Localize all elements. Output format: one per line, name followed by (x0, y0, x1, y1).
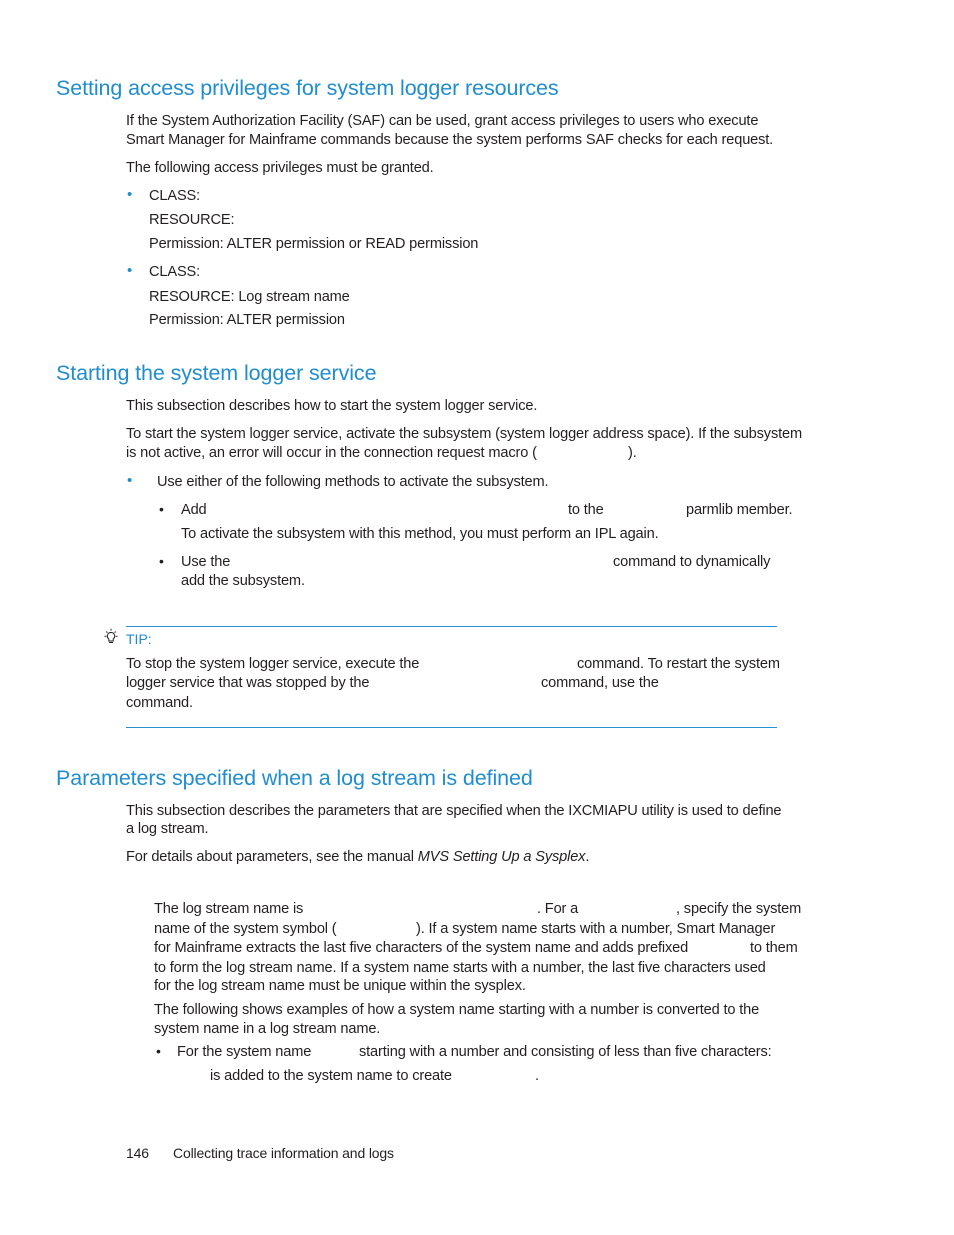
list-item-permission: Permission: ALTER permission or READ permission (149, 236, 479, 252)
body-text: . For a (537, 901, 579, 917)
body-text: The following shows examples of how a system name starting with a number is converted to the (154, 1002, 760, 1018)
list-item-permission: Permission: ALTER permission (149, 312, 345, 328)
tip-text: logger service that was stopped by the (126, 675, 370, 691)
body-text: to them (750, 940, 798, 956)
body-text: For details about parameters, see the manual MVS Setting Up a Sysplex. (126, 849, 590, 865)
manual-title: MVS Setting Up a Sysplex (417, 849, 586, 865)
body-text: for Mainframe extracts the last five characters of the system name and adds prefixed (154, 940, 689, 956)
body-text: , specify the system (676, 901, 802, 917)
list-item: Add (181, 502, 207, 518)
list-item: parmlib member. (686, 502, 793, 518)
tip-text: command. (126, 695, 193, 711)
list-item: For the system name (177, 1044, 312, 1060)
list-item: Use either of the following methods to activate the subsystem. (157, 474, 549, 490)
body-text: ). If a system name starts with a number, Smart Manager (416, 921, 776, 937)
list-item: to the (568, 502, 604, 518)
body-text: To start the system logger service, activate the subsystem (system logger address space). If the subsystem (126, 426, 802, 442)
list-item: starting with a number and consisting of less than five characters: (359, 1044, 772, 1060)
body-text: This subsection describes the parameters that are specified when the IXCMIAPU utility is used to define (126, 803, 782, 819)
list-item: . (535, 1068, 539, 1084)
list-item-resource: RESOURCE: Log stream name (149, 289, 350, 305)
tip-top-rule (126, 626, 777, 627)
tip-bottom-rule (126, 727, 777, 728)
body-text: a log stream. (126, 821, 209, 837)
list-item: Use the (181, 554, 231, 570)
body-text: This subsection describes how to start the system logger service. (126, 398, 538, 414)
body-text: name of the system symbol ( (154, 921, 337, 937)
section-heading-starting-logger: Starting the system logger service (56, 361, 377, 385)
body-text: ). (628, 445, 637, 461)
list-item-resource: RESOURCE: (149, 212, 235, 228)
bullet-marker: • (159, 553, 164, 569)
bullet-marker: • (127, 472, 133, 489)
page-number: 146 (126, 1145, 149, 1161)
list-item: To activate the subsystem with this method, you must perform an IPL again. (181, 526, 659, 542)
list-item: add the subsystem. (181, 573, 305, 589)
body-text: system name in a log stream name. (154, 1021, 381, 1037)
body-text: to form the log stream name. If a system name starts with a number, the last five characters used (154, 960, 766, 976)
list-item: is added to the system name to create (210, 1068, 452, 1084)
bullet-marker: • (127, 186, 133, 203)
lightbulb-icon (102, 628, 120, 646)
list-item-class: CLASS: (149, 264, 201, 280)
body-text: is not active, an error will occur in the connection request macro ( (126, 445, 537, 461)
section-heading-parameters: Parameters specified when a log stream is defined (56, 766, 533, 790)
body-text: If the System Authorization Facility (SAF) can be used, grant access privileges to users who execute (126, 113, 759, 129)
tip-text: command, use the (541, 675, 659, 691)
body-text: The following access privileges must be granted. (126, 160, 434, 176)
body-text: Smart Manager for Mainframe commands because the system performs SAF checks for each request. (126, 132, 774, 148)
tip-label: TIP: (126, 631, 152, 647)
tip-text: To stop the system logger service, execute the (126, 656, 420, 672)
footer-title: Collecting trace information and logs (173, 1145, 394, 1161)
bullet-marker: • (159, 501, 164, 517)
list-item-class: CLASS: (149, 188, 201, 204)
section-heading-access-privileges: Setting access privileges for system logger resources (56, 76, 559, 100)
list-item: command to dynamically (613, 554, 771, 570)
tip-text: command. To restart the system (577, 656, 780, 672)
bullet-marker: • (156, 1043, 161, 1059)
body-text: The log stream name is (154, 901, 304, 917)
bullet-marker: • (127, 262, 133, 279)
body-text: for the log stream name must be unique within the sysplex. (154, 978, 526, 994)
